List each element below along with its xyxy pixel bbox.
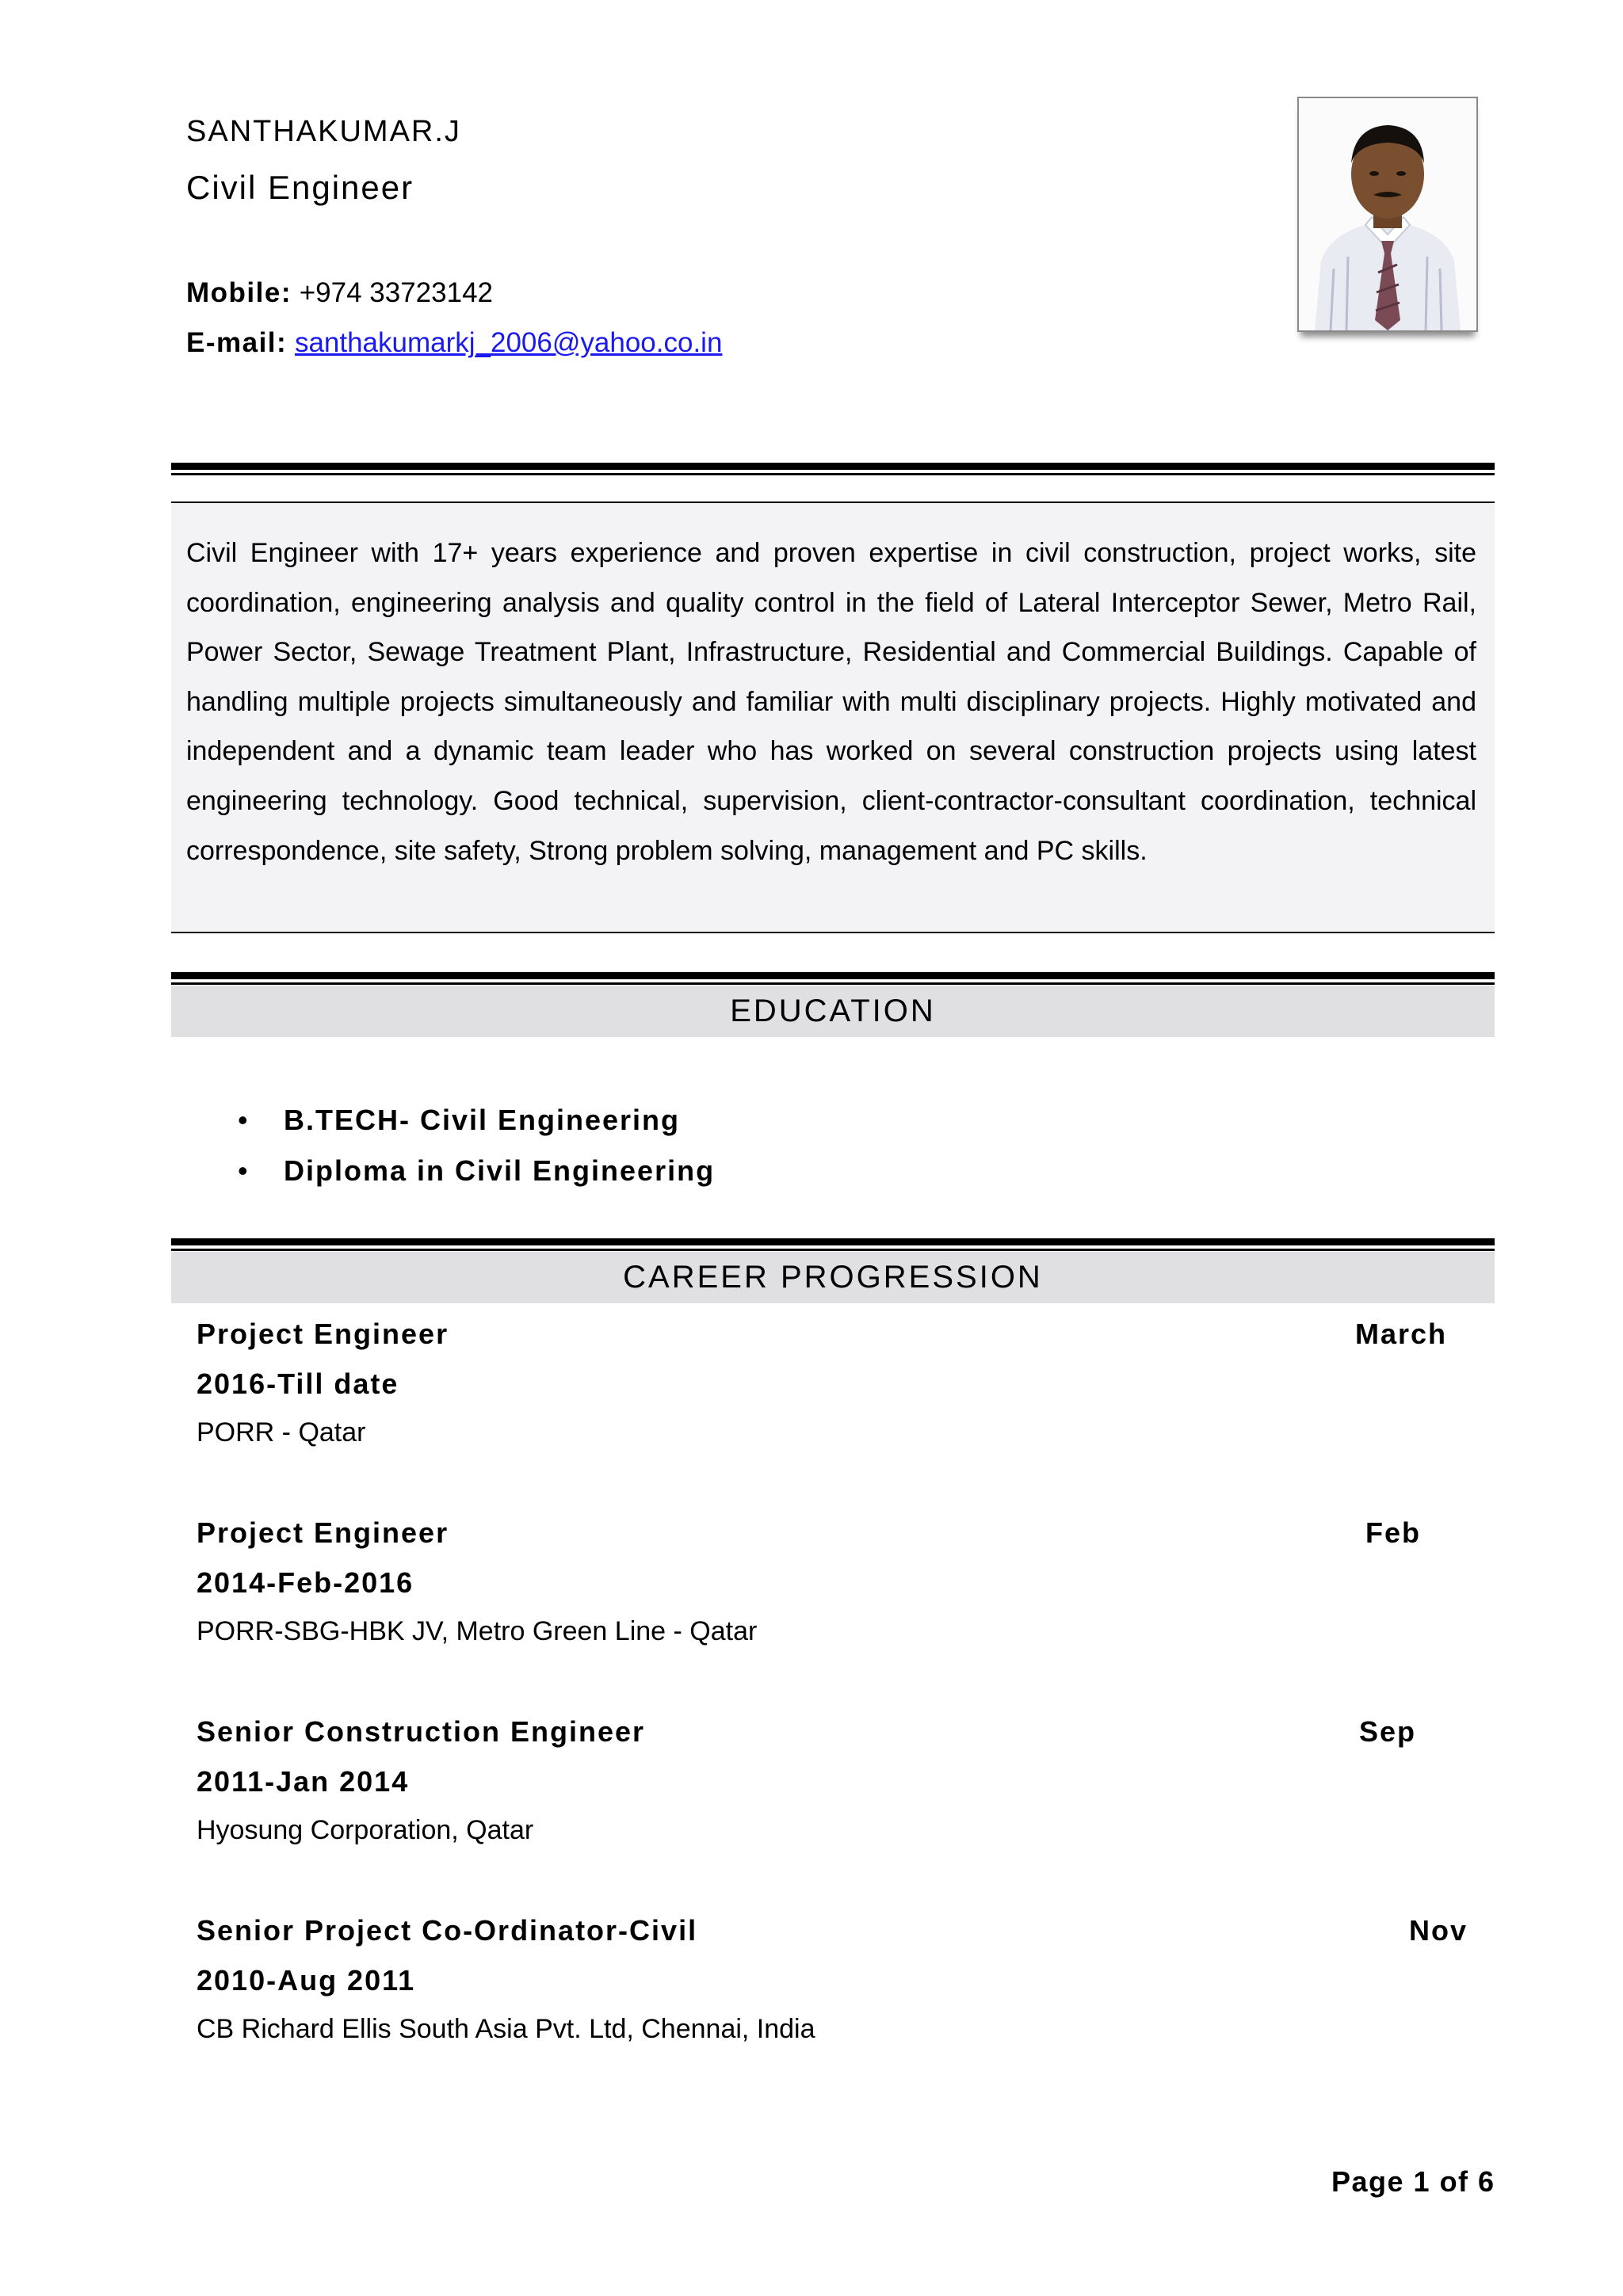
job-role: Senior Project Co-Ordinator-Civil	[197, 1914, 698, 1947]
job-period: 2016-Till date	[197, 1367, 399, 1400]
career-entry	[197, 1914, 1468, 2044]
candidate-name: SANTHAKUMAR.J	[186, 115, 461, 148]
job-role: Project Engineer	[197, 1516, 449, 1549]
page-number: Page 1 of 6	[1331, 2165, 1495, 2198]
mobile-label: Mobile:	[186, 277, 292, 308]
profile-photo	[1297, 97, 1478, 332]
job-company: Hyosung Corporation, Qatar	[197, 1815, 534, 1845]
divider-thin	[171, 473, 1495, 475]
job-period: 2010-Aug 2011	[197, 1964, 416, 1997]
job-role: Senior Construction Engineer	[197, 1715, 646, 1748]
bullet-icon: •	[238, 1104, 250, 1136]
career-entry	[197, 1715, 1465, 1845]
divider-thick	[171, 463, 1495, 470]
education-heading-bar	[171, 986, 1495, 1037]
profile-summary: Civil Engineer with 17+ years experience and proven expertise in civil construction, project works, site coordination, engineering analysis and quality control in the field of Lateral Interceptor Sewer, Metro Rail, Power Sector, Sewage Treatment Plant, Infrastructure, Residential and Commercial Buildings. Capable of handling multiple projects simultaneously and familiar with multi disciplinary projects. Highly motivated and independent and a dynamic team leader who has worked on several construction projects using latest engineering technology. Good technical, supervision, client-contractor-consultant coordination, technical correspondence, site safety, Strong problem solving, management and PC skills.	[186, 538, 1476, 866]
divider-thick	[171, 972, 1495, 979]
mobile-value: +974 33723142	[299, 277, 494, 308]
portrait-illustration	[1299, 98, 1476, 330]
education-heading: EDUCATION	[730, 994, 936, 1028]
job-start-month: Nov	[1409, 1914, 1468, 1947]
job-period: 2011-Jan 2014	[197, 1765, 410, 1798]
education-list	[238, 1100, 715, 1201]
bullet-icon: •	[238, 1154, 250, 1187]
job-company: PORR-SBG-HBK JV, Metro Green Line - Qatar	[197, 1616, 758, 1646]
career-entry	[197, 1318, 1465, 1447]
email-link[interactable]: santhakumarkj_2006@yahoo.co.in	[294, 327, 723, 358]
job-company: PORR - Qatar	[197, 1417, 366, 1447]
career-heading-bar	[171, 1252, 1495, 1303]
divider-thick	[171, 1238, 1495, 1245]
email-line	[186, 327, 722, 359]
job-company: CB Richard Ellis South Asia Pvt. Ltd, Chennai, India	[197, 2014, 815, 2044]
job-start-month: March	[1355, 1318, 1448, 1350]
education-item: • B.TECH- Civil Engineering	[238, 1100, 715, 1150]
job-start-month: Sep	[1359, 1715, 1417, 1748]
divider-thin	[171, 1249, 1495, 1251]
career-entry	[197, 1516, 1465, 1646]
education-item: • Diploma in Civil Engineering	[238, 1150, 715, 1201]
divider-thin	[171, 982, 1495, 985]
job-period: 2014-Feb-2016	[197, 1566, 414, 1599]
job-title: Civil Engineer	[186, 169, 414, 206]
email-label: E-mail:	[186, 327, 288, 358]
job-start-month: Feb	[1365, 1516, 1422, 1549]
mobile-line	[186, 277, 493, 309]
career-heading: CAREER PROGRESSION	[623, 1260, 1043, 1295]
job-role: Project Engineer	[197, 1318, 449, 1350]
